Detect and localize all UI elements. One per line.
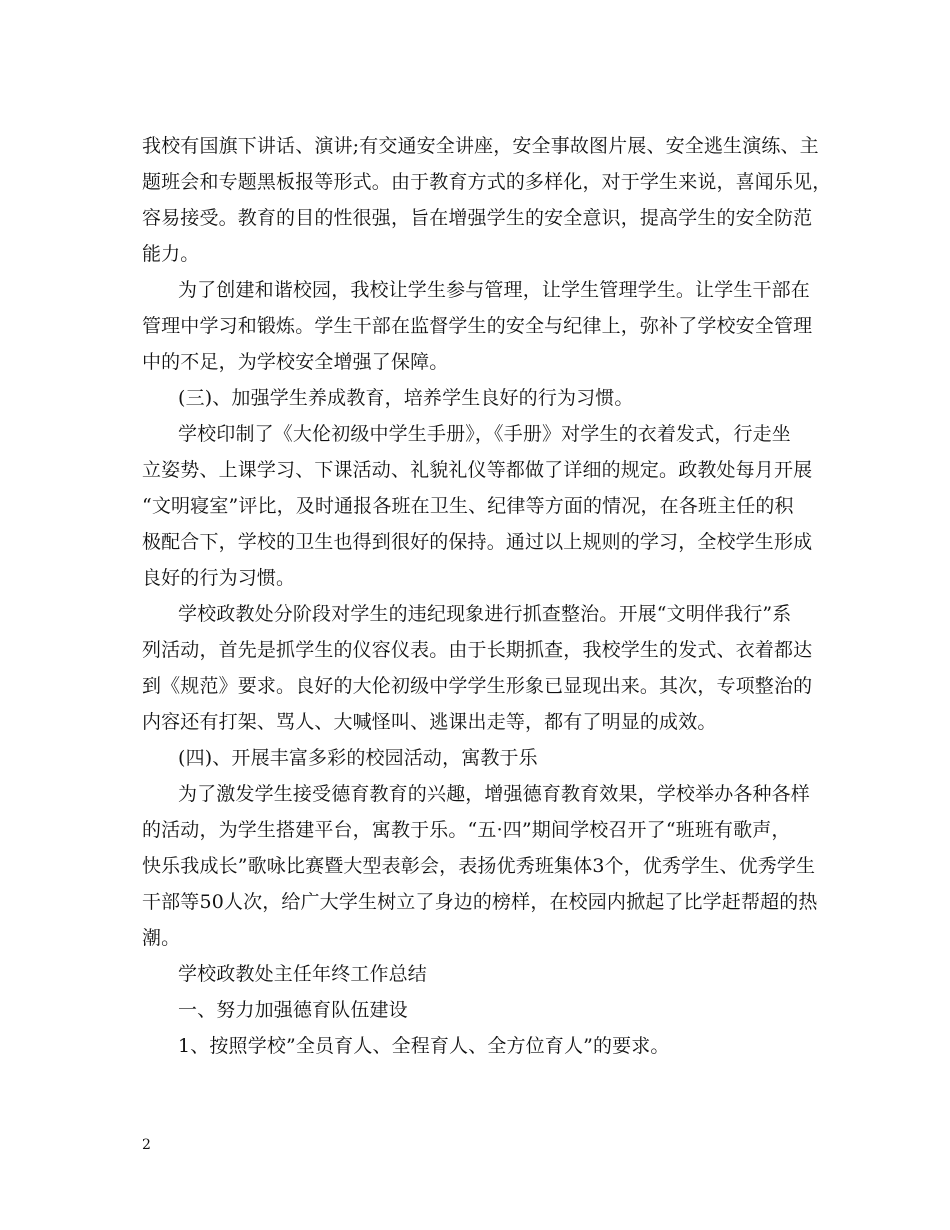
page-number: 2 [142,1137,151,1153]
text-line: “文明寝室”评比，及时通报各班在卫生、纪律等方面的情况，在各班主任的积 [142,495,794,517]
text-line: 立姿势、上课学习、下课活动、礼貌礼仪等都做了详细的规定。政教处每月开展 [142,459,813,481]
document-body [142,128,832,1064]
text-line: 管理中学习和锻炼。学生干部在监督学生的安全与纪律上，弥补了学校安全管理 [142,315,813,337]
section-heading: (四)、开展丰富多彩的校园活动，寓教于乐 [178,747,538,769]
text-line: 中的不足，为学校安全增强了保障。 [142,351,449,373]
text-line: 极配合下，学校的卫生也得到很好的保持。通过以上规则的学习，全校学生形成 [142,531,813,553]
text-line: 学校印制了《大伦初级中学生手册》，《手册》对学生的衣着发式，行走坐 [178,423,791,445]
text-line: 潮。 [142,927,181,949]
text-line: 能力。 [142,243,200,265]
document-title: 学校政教处主任年终工作总结 [178,963,427,985]
text-line: 列活动，首先是抓学生的仪容仪表。由于长期抓查，我校学生的发式、衣着都达 [142,639,813,661]
text-line: 为了激发学生接受德育教育的兴趣，增强德育教育效果，学校举办各种各样 [178,783,810,805]
text-line: 题班会和专题黑板报等形式。由于教育方式的多样化，对于学生来说，喜闻乐见， [142,171,832,193]
text-line: 内容还有打架、骂人、大喊怪叫、逃课出走等，都有了明显的成效。 [142,711,717,733]
text-line: 我校有国旗下讲话、演讲;有交通安全讲座，安全事故图片展、安全逃生演练、主 [142,135,819,157]
text-line: 的活动，为学生搭建平台，寓教于乐。“五·四”期间学校召开了“班班有歌声， [142,819,791,841]
text-line: 1、按照学校”全员育人、全程育人、全方位育人”的要求。 [178,1035,670,1057]
text-line: 到《规范》要求。良好的大伦初级中学学生形象已显现出来。其次，专项整治的 [142,675,813,697]
text-line: 容易接受。教育的目的性很强，旨在增强学生的安全意识，提高学生的安全防范 [142,207,813,229]
section-heading: (三)、加强学生养成教育，培养学生良好的行为习惯。 [178,387,634,409]
text-line: 为了创建和谐校园，我校让学生参与管理，让学生管理学生。让学生干部在 [178,279,810,301]
text-line: 学校政教处分阶段对学生的违纪现象进行抓查整治。开展“文明伴我行”系 [178,603,792,625]
text-line: 干部等50人次，给广大学生树立了身边的榜样，在校园内掀起了比学赶帮超的热 [142,891,818,913]
text-line: 快乐我成长”歌咏比赛暨大型表彰会，表扬优秀班集体3个，优秀学生、优秀学生 [142,855,816,877]
text-line: 良好的行为习惯。 [142,567,296,589]
section-heading: 一、努力加强德育队伍建设 [178,999,408,1021]
